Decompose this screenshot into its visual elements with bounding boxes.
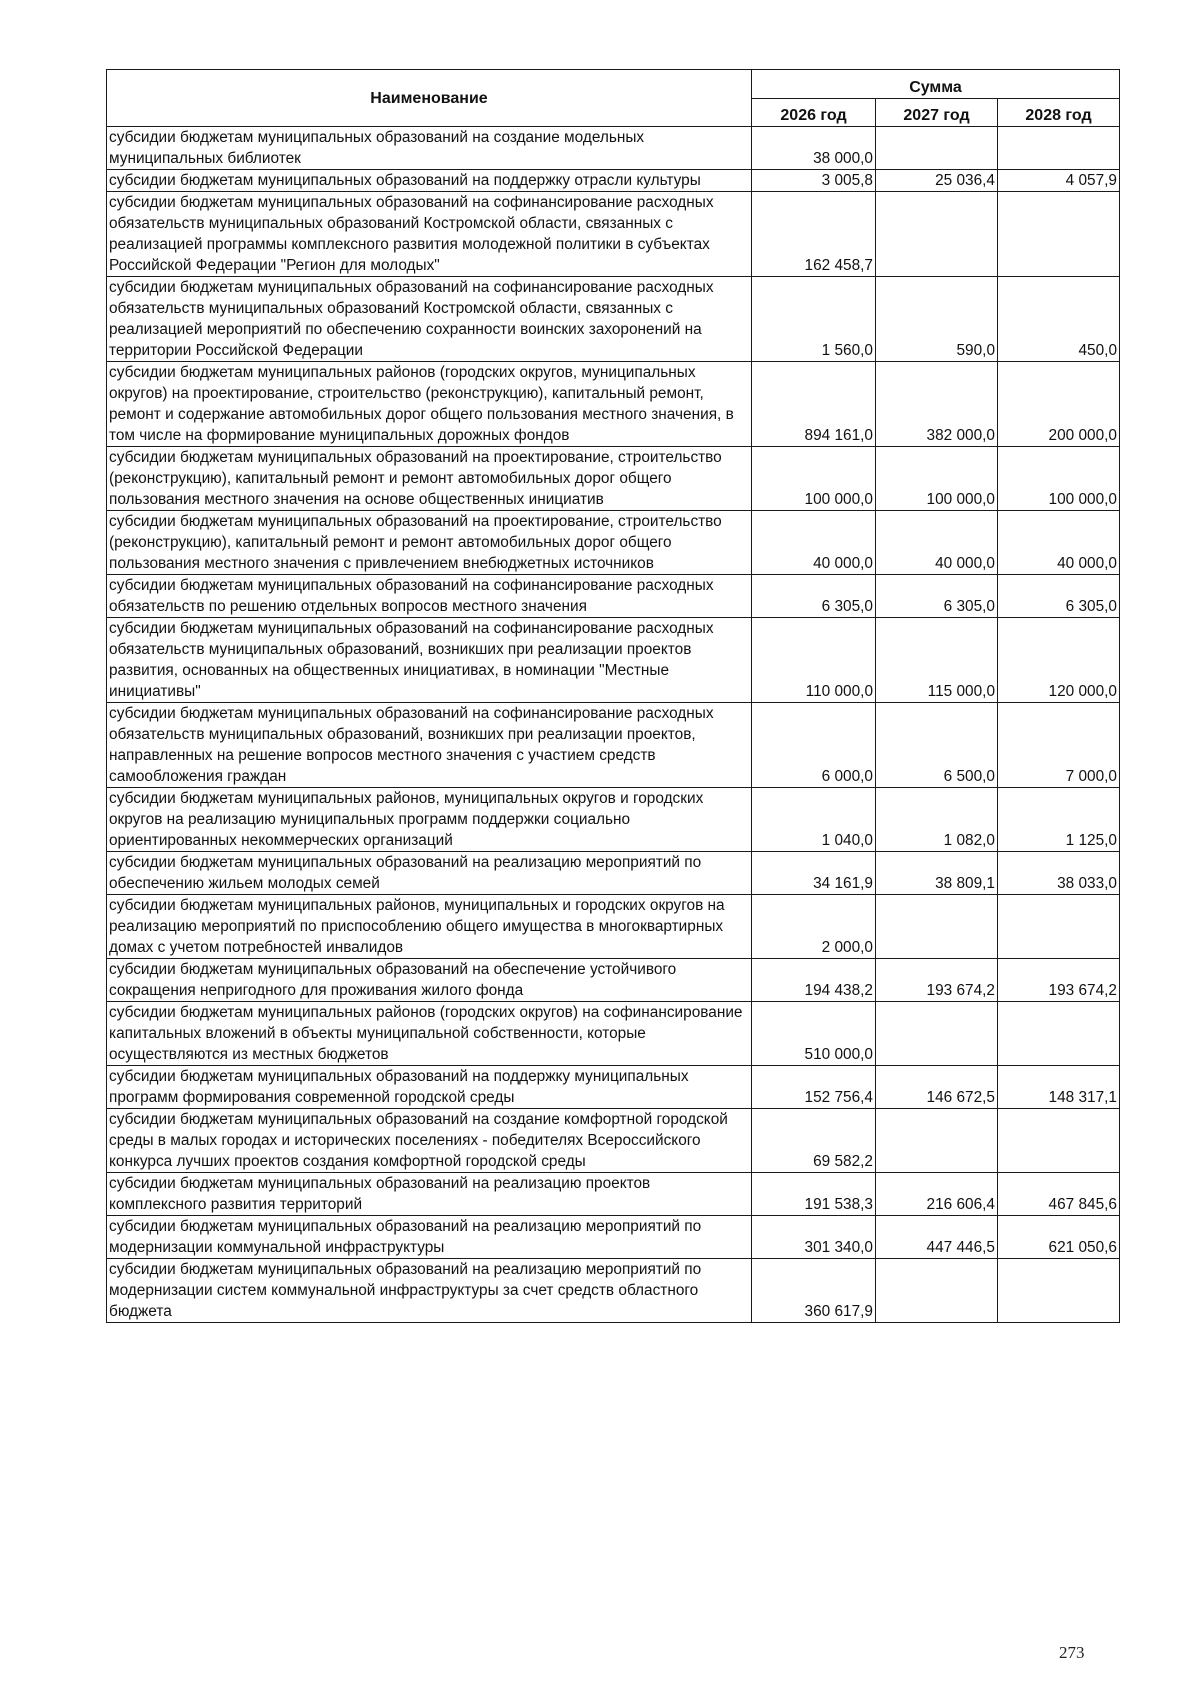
table-row: [107, 1109, 1120, 1173]
header-year-2028: 2028 год: [998, 98, 1120, 127]
value-2028: [998, 895, 1120, 959]
value-2026: 360 617,9: [752, 1259, 876, 1323]
header-year-2026: 2026 год: [752, 98, 876, 127]
value-2026: 40 000,0: [752, 511, 876, 575]
row-name: субсидии бюджетам муниципальных образований на софинансирование расходных обязательств муниципальных образований Костромской области, связанных с реализацией мероприятий по обеспечению сохранности воинских захоронений на территории Российской Федерации: [107, 277, 752, 362]
row-name: субсидии бюджетам муниципальных районов, муниципальных и городских округов на реализацию мероприятий по приспособлению общего имущества в многоквартирных домах с учетом потребностей инвалидов: [107, 895, 752, 959]
value-2026: 301 340,0: [752, 1216, 876, 1259]
value-2026: 38 000,0: [752, 127, 876, 170]
value-2026: 194 438,2: [752, 959, 876, 1002]
table-row: [107, 1173, 1120, 1216]
value-2027: [876, 1109, 998, 1173]
value-2028: 7 000,0: [998, 703, 1120, 788]
value-2026: 69 582,2: [752, 1109, 876, 1173]
row-name: субсидии бюджетам муниципальных образований на реализацию мероприятий по модернизации систем коммунальной инфраструктуры за счет средств областного бюджета: [107, 1259, 752, 1323]
value-2026: 6 305,0: [752, 575, 876, 618]
row-name: субсидии бюджетам муниципальных образований на софинансирование расходных обязательств муниципальных образований Костромской области, связанных с реализацией программы комплексного развития молодежной политики в субъектах Российской Федерации "Регион для молодых": [107, 192, 752, 277]
value-2028: 148 317,1: [998, 1066, 1120, 1109]
value-2026: 152 756,4: [752, 1066, 876, 1109]
table-row: [107, 788, 1120, 852]
row-name: субсидии бюджетам муниципальных образований на проектирование, строительство (реконструкцию), капитальный ремонт и ремонт автомобильных дорог общего пользования местного значения с привлечением внебюджетных источников: [107, 511, 752, 575]
value-2026: 100 000,0: [752, 447, 876, 511]
table-row: [107, 1216, 1120, 1259]
value-2026: 2 000,0: [752, 895, 876, 959]
value-2026: 1 040,0: [752, 788, 876, 852]
value-2028: 467 845,6: [998, 1173, 1120, 1216]
row-name: субсидии бюджетам муниципальных районов, муниципальных округов и городских округов на реализацию муниципальных программ поддержки социально ориентированных некоммерческих организаций: [107, 788, 752, 852]
row-name: субсидии бюджетам муниципальных образований на создание комфортной городской среды в малых городах и исторических поселениях - победителях Всероссийского конкурса лучших проектов создания комфортной городской среды: [107, 1109, 752, 1173]
row-name: субсидии бюджетам муниципальных образований на реализацию мероприятий по обеспечению жильем молодых семей: [107, 852, 752, 895]
table-row: [107, 192, 1120, 277]
value-2028: 40 000,0: [998, 511, 1120, 575]
value-2026: 3 005,8: [752, 170, 876, 192]
row-name: субсидии бюджетам муниципальных образований на обеспечение устойчивого сокращения непригодного для проживания жилого фонда: [107, 959, 752, 1002]
row-name: субсидии бюджетам муниципальных образований на поддержку муниципальных программ формирования современной городской среды: [107, 1066, 752, 1109]
value-2026: 894 161,0: [752, 362, 876, 447]
value-2028: [998, 1109, 1120, 1173]
value-2028: [998, 127, 1120, 170]
value-2026: 162 458,7: [752, 192, 876, 277]
value-2026: 510 000,0: [752, 1002, 876, 1066]
value-2027: 38 809,1: [876, 852, 998, 895]
row-name: субсидии бюджетам муниципальных образований на реализацию проектов комплексного развития территорий: [107, 1173, 752, 1216]
budget-table: [106, 69, 1120, 1323]
header-sum: Сумма: [752, 70, 1120, 99]
table-row: [107, 170, 1120, 192]
table-row: [107, 895, 1120, 959]
value-2028: [998, 192, 1120, 277]
value-2026: 34 161,9: [752, 852, 876, 895]
value-2028: 1 125,0: [998, 788, 1120, 852]
value-2027: [876, 895, 998, 959]
row-name: субсидии бюджетам муниципальных образований на софинансирование расходных обязательств муниципальных образований, возникших при реализации проектов развития, основанных на общественных инициативах, в номинации "Местные инициативы": [107, 618, 752, 703]
value-2027: 216 606,4: [876, 1173, 998, 1216]
header-name: Наименование: [107, 70, 752, 127]
value-2028: 4 057,9: [998, 170, 1120, 192]
row-name: субсидии бюджетам муниципальных образований на реализацию мероприятий по модернизации коммунальной инфраструктуры: [107, 1216, 752, 1259]
value-2026: 191 538,3: [752, 1173, 876, 1216]
row-name: субсидии бюджетам муниципальных районов (городских округов) на софинансирование капитальных вложений в объекты муниципальной собственности, которые осуществляются из местных бюджетов: [107, 1002, 752, 1066]
table-row: [107, 703, 1120, 788]
value-2028: [998, 1259, 1120, 1323]
table-row: [107, 618, 1120, 703]
value-2027: 447 446,5: [876, 1216, 998, 1259]
value-2027: 100 000,0: [876, 447, 998, 511]
row-name: субсидии бюджетам муниципальных образований на софинансирование расходных обязательств по решению отдельных вопросов местного значения: [107, 575, 752, 618]
value-2028: 6 305,0: [998, 575, 1120, 618]
value-2028: 621 050,6: [998, 1216, 1120, 1259]
table-body: [107, 127, 1120, 1323]
table-row: [107, 575, 1120, 618]
row-name: субсидии бюджетам муниципальных образований на проектирование, строительство (реконструкцию), капитальный ремонт и ремонт автомобильных дорог общего пользования местного значения на основе общественных инициатив: [107, 447, 752, 511]
table-row: [107, 852, 1120, 895]
table-row: [107, 959, 1120, 1002]
row-name: субсидии бюджетам муниципальных образований на поддержку отрасли культуры: [107, 170, 752, 192]
value-2027: [876, 127, 998, 170]
value-2028: [998, 1002, 1120, 1066]
value-2028: 193 674,2: [998, 959, 1120, 1002]
value-2027: [876, 192, 998, 277]
value-2027: [876, 1002, 998, 1066]
value-2027: 146 672,5: [876, 1066, 998, 1109]
value-2028: 100 000,0: [998, 447, 1120, 511]
table-row: [107, 1002, 1120, 1066]
table-row: [107, 362, 1120, 447]
value-2028: 200 000,0: [998, 362, 1120, 447]
table-row: [107, 511, 1120, 575]
row-name: субсидии бюджетам муниципальных районов (городских округов, муниципальных округов) на проектирование, строительство (реконструкцию), капитальный ремонт, ремонт и содержание автомобильных дорог общего пользования местного значения, в том числе на формирование муниципальных дорожных фондов: [107, 362, 752, 447]
value-2027: 40 000,0: [876, 511, 998, 575]
table-row: [107, 127, 1120, 170]
value-2027: 6 305,0: [876, 575, 998, 618]
table-header: [107, 70, 1120, 127]
table-row: [107, 447, 1120, 511]
value-2027: [876, 1259, 998, 1323]
value-2028: 38 033,0: [998, 852, 1120, 895]
value-2028: 120 000,0: [998, 618, 1120, 703]
header-year-2027: 2027 год: [876, 98, 998, 127]
value-2026: 110 000,0: [752, 618, 876, 703]
table-row: [107, 277, 1120, 362]
row-name: субсидии бюджетам муниципальных образований на создание модельных муниципальных библиотек: [107, 127, 752, 170]
table-row: [107, 1259, 1120, 1323]
row-name: субсидии бюджетам муниципальных образований на софинансирование расходных обязательств муниципальных образований, возникших при реализации проектов, направленных на решение вопросов местного значения с участием средств самообложения граждан: [107, 703, 752, 788]
value-2027: 115 000,0: [876, 618, 998, 703]
value-2027: 25 036,4: [876, 170, 998, 192]
value-2027: 382 000,0: [876, 362, 998, 447]
table-row: [107, 1066, 1120, 1109]
page-number: 273: [1059, 1643, 1085, 1662]
value-2027: 6 500,0: [876, 703, 998, 788]
value-2027: 590,0: [876, 277, 998, 362]
value-2027: 1 082,0: [876, 788, 998, 852]
value-2026: 1 560,0: [752, 277, 876, 362]
value-2027: 193 674,2: [876, 959, 998, 1002]
value-2026: 6 000,0: [752, 703, 876, 788]
value-2028: 450,0: [998, 277, 1120, 362]
